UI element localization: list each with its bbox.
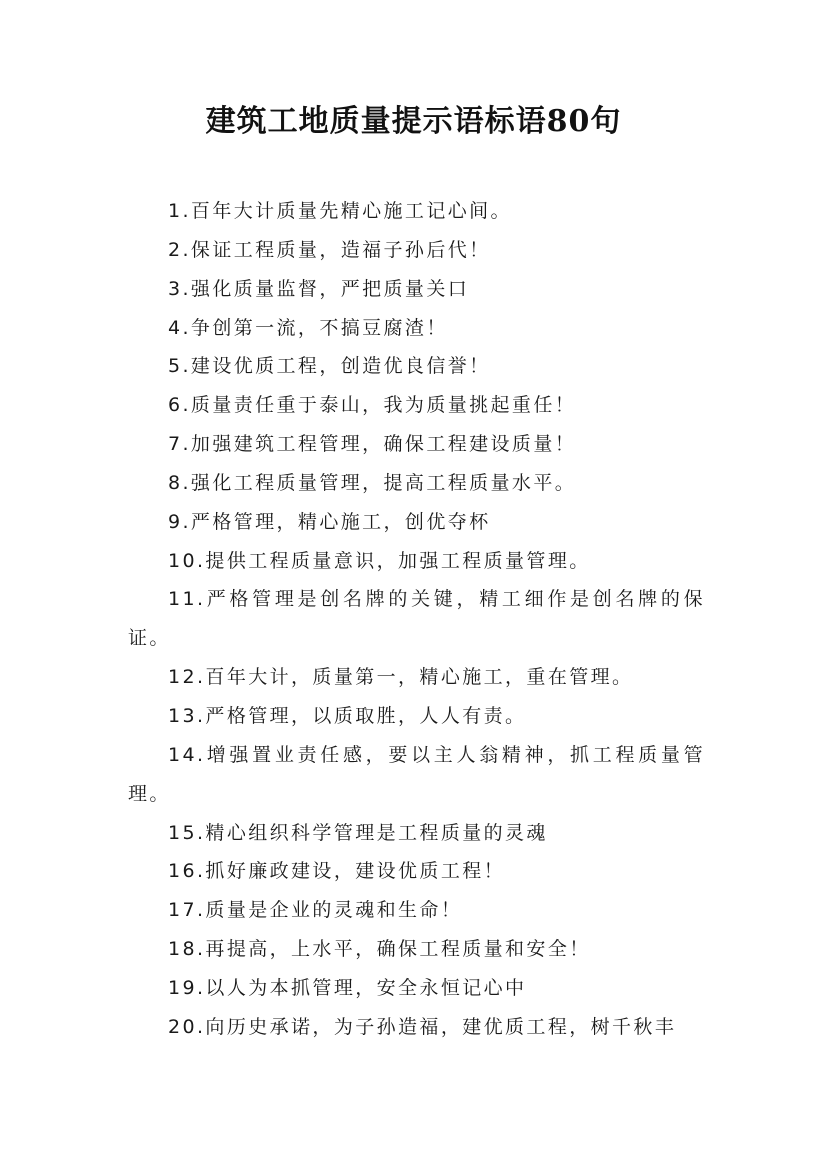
slogan-item: 16.抓好廉政建设，建设优质工程！ [168, 860, 506, 883]
slogan-item: 3.强化质量监督，严把质量关口 [168, 277, 470, 300]
slogan-item: 19.以人为本抓管理，安全永恒记心中 [168, 976, 527, 999]
slogan-item: 8.强化工程质量管理，提高工程质量水平。 [168, 471, 577, 494]
slogan-item: 2.保证工程质量，造福子孙后代！ [168, 238, 491, 261]
slogan-item: 6.质量责任重于泰山，我为质量挑起重任！ [168, 394, 577, 417]
slogan-item: 20.向历史承诺，为子孙造福，建优质工程，树千秋丰 [168, 1015, 677, 1038]
document-title: 建筑工地质量提示语标语80句 [205, 104, 622, 139]
slogan-item: 17.质量是企业的灵魂和生命！ [168, 899, 463, 922]
slogan-item: 7.加强建筑工程管理，确保工程建设质量！ [168, 433, 577, 456]
slogan-item: 14.增强置业责任感，要以主人翁精神，抓工程质量管理。 [128, 743, 705, 805]
slogan-item: 18.再提高，上水平，确保工程质量和安全！ [168, 938, 591, 961]
slogan-item: 15.精心组织科学管理是工程质量的灵魂 [168, 821, 548, 844]
slogan-item: 4.争创第一流，不搞豆腐渣！ [168, 316, 448, 339]
slogan-item: 12.百年大计，质量第一，精心施工，重在管理。 [168, 666, 634, 689]
slogan-item: 9.严格管理，精心施工，创优夺杯 [168, 510, 491, 533]
slogan-item: 1.百年大计质量先精心施工记心间。 [168, 200, 512, 222]
slogan-list [128, 192, 705, 1047]
slogan-item: 5.建设优质工程，创造优良信誉！ [168, 355, 491, 378]
slogan-item: 13.严格管理，以质取胜，人人有责。 [168, 704, 527, 727]
slogan-item: 11.严格管理是创名牌的关键，精工细作是创名牌的保证。 [128, 588, 705, 650]
slogan-item: 10.提供工程质量意识，加强工程质量管理。 [168, 549, 591, 572]
